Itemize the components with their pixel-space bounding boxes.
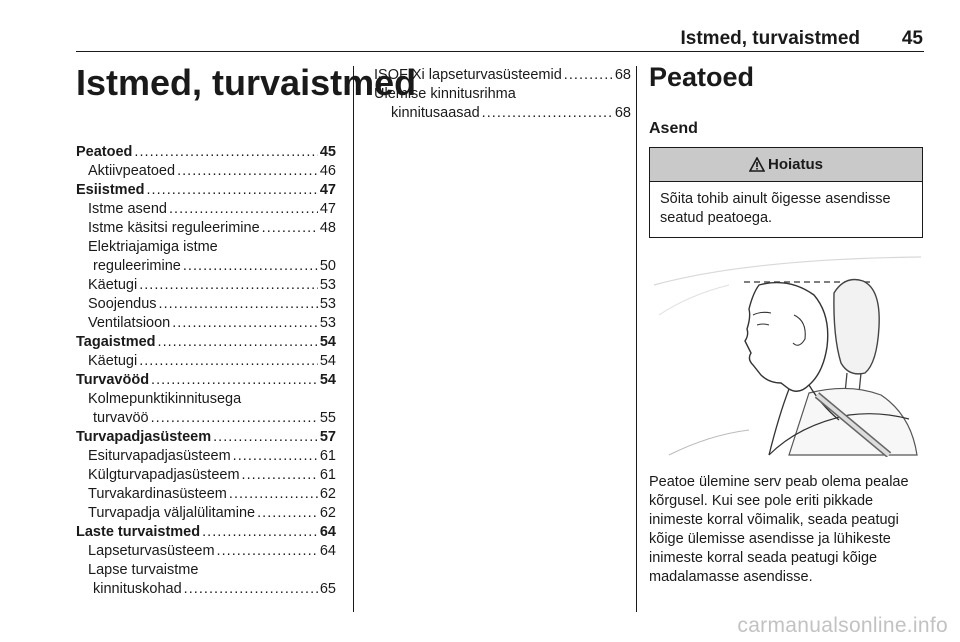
toc-entry-page: 53 — [319, 277, 336, 293]
toc-entry-page: 46 — [319, 163, 336, 179]
toc-leader-dots — [184, 580, 318, 599]
toc-entry-label: Aktiivpeatoed — [88, 163, 176, 179]
table-of-contents-continued — [374, 66, 631, 123]
toc-entry-label: Soojendus — [88, 296, 157, 312]
toc-entry-label: Turvapadja väljalülitamine — [88, 505, 256, 521]
warning-box — [649, 147, 923, 238]
toc-leader-dots — [172, 314, 318, 333]
toc-entry[interactable] — [76, 333, 336, 352]
toc-leader-dots — [229, 485, 318, 504]
page-number: 45 — [901, 28, 923, 49]
toc-leader-dots — [139, 276, 318, 295]
toc-entry[interactable] — [76, 542, 336, 561]
warning-icon — [749, 157, 765, 172]
toc-entry-label: Istme asend — [88, 201, 167, 217]
toc-entry-page: 54 — [319, 372, 336, 388]
toc-leader-dots — [151, 371, 318, 390]
toc-entry-page: 68 — [614, 67, 631, 83]
toc-entry[interactable] — [76, 143, 336, 162]
toc-entry-label: turvavöö — [93, 410, 149, 426]
toc-entry[interactable] — [76, 561, 336, 580]
toc-entry[interactable] — [76, 295, 336, 314]
toc-entry-page: 64 — [319, 543, 336, 559]
toc-leader-dots — [177, 162, 318, 181]
toc-entry[interactable] — [76, 504, 336, 523]
toc-entry[interactable] — [76, 238, 336, 257]
toc-entry[interactable] — [76, 257, 336, 276]
warning-title: Hoiatus — [767, 156, 823, 173]
toc-entry-label: Peatoed — [76, 144, 133, 160]
toc-entry-page: 54 — [319, 334, 336, 350]
toc-entry-label: kinnitusaasad — [391, 105, 480, 121]
toc-entry-page: 65 — [319, 581, 336, 597]
toc-entry[interactable] — [76, 371, 336, 390]
toc-entry-page: 47 — [319, 182, 336, 198]
toc-leader-dots — [147, 181, 318, 200]
headrest-position-illustration — [649, 255, 925, 457]
toc-entry[interactable] — [76, 276, 336, 295]
toc-entry[interactable] — [76, 447, 336, 466]
toc-entry[interactable] — [76, 523, 336, 542]
toc-leader-dots — [482, 104, 613, 123]
toc-entry[interactable] — [76, 181, 336, 200]
toc-entry-label: Laste turvaistmed — [76, 524, 201, 540]
toc-entry-page: 48 — [319, 220, 336, 236]
toc-entry-label: reguleerimine — [93, 258, 181, 274]
toc-entry-label: Kolmepunktikinnitusega — [88, 391, 242, 407]
section-title: Peatoed — [649, 62, 755, 92]
toc-entry-label: Ülemise kinnitusrihma — [374, 86, 516, 102]
toc-entry-page: 61 — [319, 467, 336, 483]
toc-entry-page: 61 — [319, 448, 336, 464]
toc-leader-dots — [242, 466, 318, 485]
toc-entry-page: 64 — [319, 524, 336, 540]
warning-text: Sõita tohib ainult õigesse asendisse seatud peatoega. — [660, 191, 891, 226]
toc-entry[interactable] — [76, 428, 336, 447]
toc-leader-dots — [564, 66, 613, 85]
toc-entry[interactable] — [76, 162, 336, 181]
toc-entry[interactable] — [76, 580, 336, 599]
toc-entry-label: Ventilatsioon — [88, 315, 171, 331]
toc-entry-page: 62 — [319, 486, 336, 502]
chapter-title: Istmed, turvaistmed — [76, 62, 417, 103]
toc-entry-page: 55 — [319, 410, 336, 426]
warning-header — [650, 148, 922, 182]
toc-entry-label: kinnituskohad — [93, 581, 182, 597]
toc-entry[interactable] — [374, 85, 631, 104]
toc-leader-dots — [257, 504, 318, 523]
toc-entry-label: Istme käsitsi reguleerimine — [88, 220, 260, 236]
toc-leader-dots — [262, 219, 318, 238]
toc-entry-label: Käetugi — [88, 277, 138, 293]
toc-leader-dots — [158, 333, 318, 352]
body-paragraph: Peatoe ülemine serv peab olema pealae kõrgusel. Kui see pole eriti pikkade inimeste korral võimalik, seada peatugi kõige ülemisse asendisse ja lühikeste inimeste korral seada peatugi kõige madalamasse asendisse. — [649, 474, 909, 585]
toc-leader-dots — [202, 523, 318, 542]
toc-entry[interactable] — [76, 219, 336, 238]
toc-entry-label: Esiistmed — [76, 182, 145, 198]
toc-leader-dots — [134, 143, 317, 162]
watermark: carmanualsonline.info — [737, 614, 948, 637]
toc-entry[interactable] — [76, 390, 336, 409]
toc-entry[interactable] — [76, 409, 336, 428]
toc-entry-page: 68 — [614, 105, 631, 121]
toc-entry[interactable] — [76, 314, 336, 333]
toc-entry-label: Lapseturvasüsteem — [88, 543, 215, 559]
subsection-title: Asend — [649, 120, 698, 137]
toc-entry-page: 57 — [319, 429, 336, 445]
toc-entry[interactable] — [76, 485, 336, 504]
toc-entry-label: Käetugi — [88, 353, 138, 369]
toc-leader-dots — [233, 447, 318, 466]
toc-entry[interactable] — [374, 104, 631, 123]
toc-entry-label: Lapse turvaistme — [88, 562, 199, 578]
toc-entry-page: 45 — [319, 144, 336, 160]
running-header-title: Istmed, turvaistmed — [680, 28, 860, 49]
toc-entry-page: 53 — [319, 315, 336, 331]
toc-entry-label: ISOFIXi lapseturvasüsteemid — [374, 67, 562, 83]
toc-entry-label: Turvakardinasüsteem — [88, 486, 227, 502]
header-rule — [76, 51, 924, 52]
toc-entry[interactable] — [76, 466, 336, 485]
table-of-contents — [76, 143, 336, 599]
toc-leader-dots — [183, 257, 318, 276]
toc-entry-page: 50 — [319, 258, 336, 274]
toc-leader-dots — [213, 428, 318, 447]
toc-entry[interactable] — [76, 200, 336, 219]
toc-leader-dots — [139, 352, 318, 371]
toc-entry[interactable] — [76, 352, 336, 371]
column-divider-left — [353, 66, 354, 612]
toc-entry-page: 54 — [319, 353, 336, 369]
toc-leader-dots — [159, 295, 318, 314]
toc-entry[interactable] — [374, 66, 631, 85]
toc-entry-page: 47 — [319, 201, 336, 217]
toc-entry-label: Elektriajamiga istme — [88, 239, 218, 255]
toc-leader-dots — [169, 200, 318, 219]
toc-entry-label: Turvavööd — [76, 372, 150, 388]
toc-leader-dots — [217, 542, 318, 561]
toc-leader-dots — [151, 409, 318, 428]
column-divider-right — [636, 66, 637, 612]
toc-entry-label: Külgturvapadjasüsteem — [88, 467, 240, 483]
toc-entry-page: 53 — [319, 296, 336, 312]
toc-entry-label: Esiturvapadjasüsteem — [88, 448, 231, 464]
toc-entry-page: 62 — [319, 505, 336, 521]
toc-entry-label: Tagaistmed — [76, 334, 156, 350]
toc-entry-label: Turvapadjasüsteem — [76, 429, 212, 445]
